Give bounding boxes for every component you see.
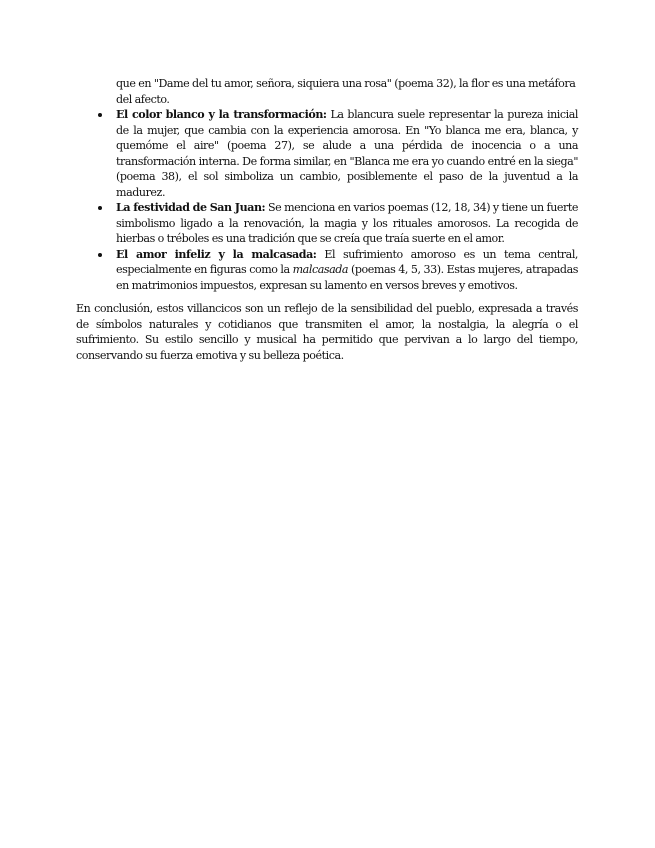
bullet-text: Se menciona en varios poemas (12, 18, 34) y tiene un fuerte simbolismo ligado a la renovación, la magia y los rituales amorosos. La recogida de hierbas o tréboles es una tradición que se creía que traía suerte en el amor. [116, 201, 579, 245]
bullet-italic-term: malcasada [292, 263, 349, 276]
continued-bullet-text: que en "Dame del tu amor, señora, siquiera una rosa" (poema 32), la flor es una metáfora del afecto. [116, 77, 576, 106]
bullet-term: La festividad de San Juan: [116, 201, 266, 214]
bullet-text: El sufrimiento amoroso es un tema central, especialmente en figuras como la [116, 247, 578, 276]
list-item [116, 247, 578, 294]
bullet-term: El amor infeliz y la malcasada: [116, 247, 317, 261]
bullet-text: (poemas 4, 5, 33). Estas mujeres, atrapadas en matrimonios impuestos, expresan su lamento en versos breves y emotivos. [116, 263, 578, 292]
document-page [76, 76, 578, 363]
bullet-list [76, 107, 578, 293]
bullet-text: La blancura suele representar la pureza inicial de la mujer, que cambia con la experiencia amorosa. En "Yo blanca me era, blanca, y quemóme el aire" (poema 27), se alude a una pérdida de inocencia o a una transformación interna. De forma similar, en "Blanca me era yo cuando entré en la siega" (poema 38), el sol simboliza un cambio, posiblemente el paso de la juventud a la madurez. [116, 108, 578, 199]
conclusion-paragraph: En conclusión, estos villancicos son un reflejo de la sensibilidad del pueblo, expresada a través de símbolos naturales y cotidianos que transmiten el amor, la nostalgia, la alegría o el sufrimiento. Su estilo sencillo y musical ha permitido que pervivan a lo largo del tiempo, conservando su fuerza emotiva y su belleza poética. [76, 302, 578, 362]
list-item [116, 200, 578, 247]
list-item [116, 107, 578, 200]
bullet-term: El color blanco y la transformación: [116, 108, 327, 121]
